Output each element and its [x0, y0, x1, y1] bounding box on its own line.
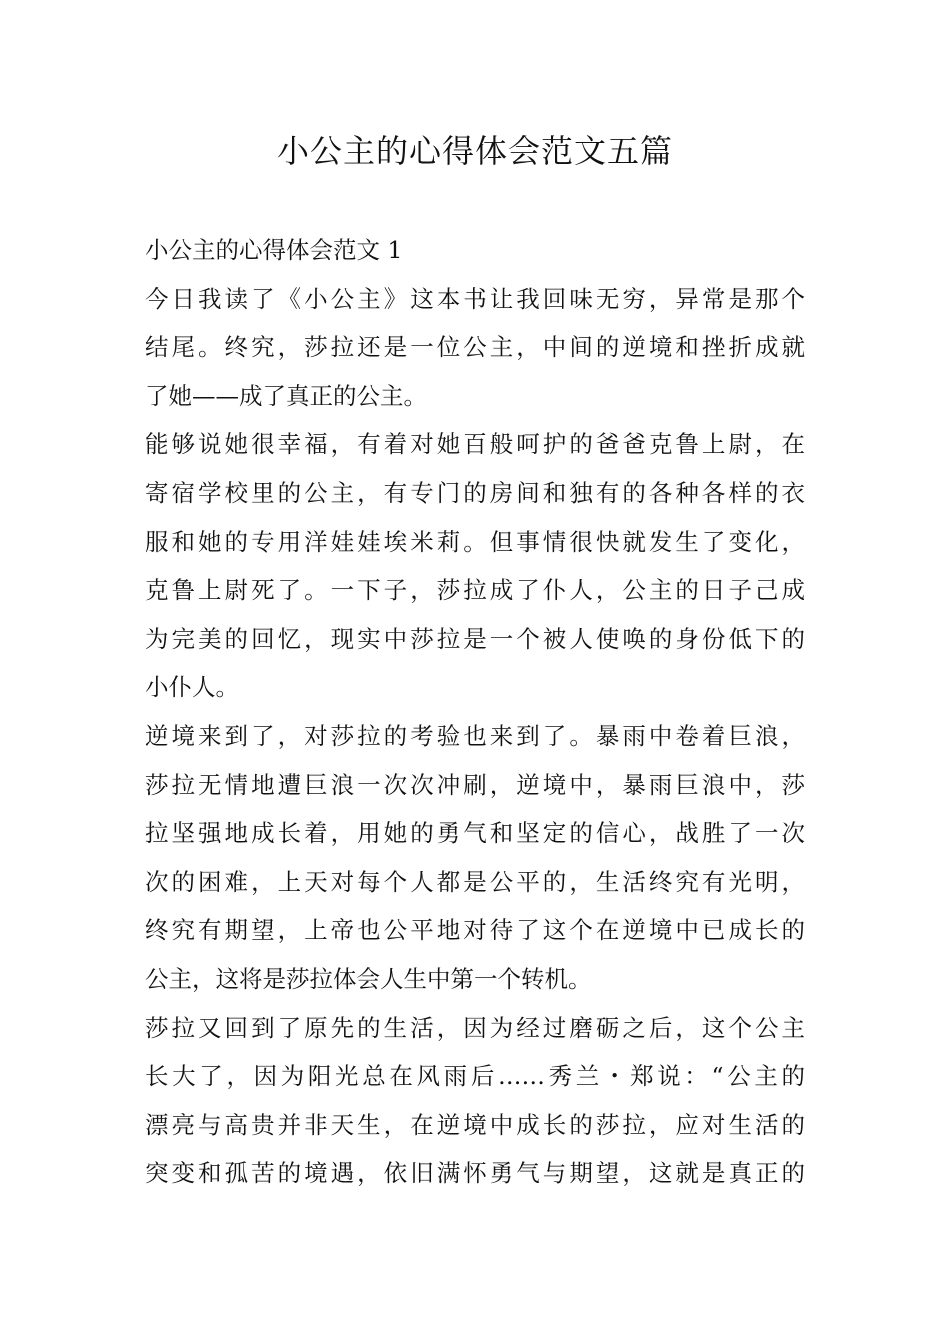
text-line: 小仆人。 — [145, 673, 239, 702]
text-line: 今日我读了《小公主》这本书让我回味无穷，异常是那个 — [145, 284, 805, 313]
text-line: 莎拉又回到了原先的生活，因为经过磨砺之后，这个公主 — [145, 1013, 805, 1042]
text-line: 克鲁上尉死了。一下子，莎拉成了仆人，公主的日子己成 — [145, 576, 805, 605]
text-line: 了她——成了真正的公主。 — [145, 381, 427, 410]
paragraph-3 — [145, 712, 805, 1004]
text-line: 突变和孤苦的境遇，依旧满怀勇气与期望，这就是真正的 — [145, 1159, 805, 1188]
section-heading: 小公主的心得体会范文 1 — [145, 236, 403, 264]
text-line: 公主，这将是莎拉体会人生中第一个转机。 — [145, 964, 592, 993]
text-line: 漂亮与高贵并非天生，在逆境中成长的莎拉，应对生活的 — [145, 1110, 805, 1139]
text-line: 服和她的专用洋娃娃埃米莉。但事情很快就发生了变化， — [145, 527, 805, 556]
text-line: 莎拉无情地遭巨浪一次次冲刷，逆境中，暴雨巨浪中，莎 — [145, 770, 805, 799]
paragraph-1 — [145, 275, 805, 421]
text-line: 终究有期望，上帝也公平地对待了这个在逆境中已成长的 — [145, 916, 805, 945]
text-line: 逆境来到了，对莎拉的考验也来到了。暴雨中卷着巨浪， — [145, 721, 805, 750]
text-line: 结尾。终究，莎拉还是一位公主，中间的逆境和挫折成就 — [145, 333, 805, 362]
paragraph-2 — [145, 420, 805, 712]
document-title: 小公主的心得体会范文五篇 — [276, 132, 673, 170]
text-line: 长大了，因为阳光总在风雨后……秀兰・郑说：“公主的 — [145, 1062, 805, 1091]
paragraph-4 — [145, 1004, 805, 1198]
text-line: 拉坚强地成长着，用她的勇气和坚定的信心，战胜了一次 — [145, 819, 805, 848]
document-body — [145, 226, 805, 1198]
text-line: 能够说她很幸福，有着对她百般呵护的爸爸克鲁上尉，在 — [145, 430, 805, 459]
text-line: 为完美的回忆，现实中莎拉是一个被人使唤的身份低下的 — [145, 624, 805, 653]
text-line: 次的困难，上天对每个人都是公平的，生活终究有光明， — [145, 867, 805, 896]
text-line: 寄宿学校里的公主，有专门的房间和独有的各种各样的衣 — [145, 478, 805, 507]
